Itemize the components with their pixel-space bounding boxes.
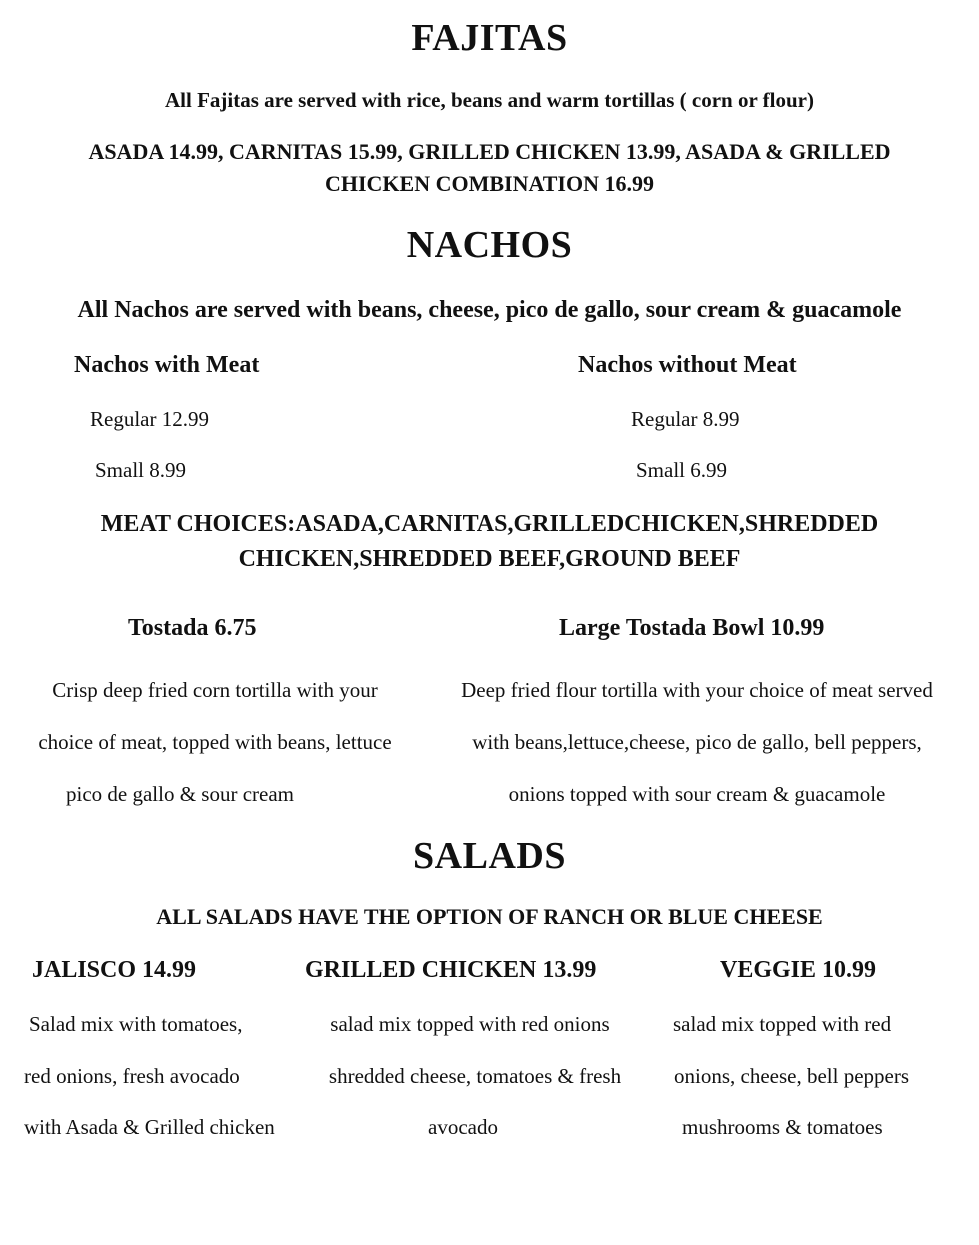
salads-title: SALADS (413, 835, 566, 877)
tostada-desc-line: choice of meat, topped with beans, lettuce (38, 730, 392, 754)
tostada-bowl-desc-line: with beans,lettuce,cheese, pico de gallo, bell peppers, (472, 730, 922, 754)
salad-desc-line: mushrooms & tomatoes (682, 1115, 883, 1139)
tostada-bowl-desc-line: Deep fried flour tortilla with your choice of meat served (461, 678, 933, 702)
nachos-note: All Nachos are served with beans, cheese, pico de gallo, sour cream & guacamole (77, 297, 902, 323)
salad-heading-grilled-chicken: GRILLED CHICKEN 13.99 (305, 957, 597, 983)
salad-desc-line: with Asada & Grilled chicken (24, 1115, 275, 1139)
nachos-title: NACHOS (406, 224, 573, 266)
salad-heading-veggie: VEGGIE 10.99 (720, 957, 877, 983)
meat-choices-line2: CHICKEN,SHREDDED BEEF,GROUND BEEF (238, 546, 741, 572)
salad-desc-line: salad mix topped with red (673, 1012, 892, 1036)
nachos-without-meat-small: Small 6.99 (636, 458, 728, 482)
fajitas-title: FAJITAS (411, 17, 568, 59)
meat-choices-line1: MEAT CHOICES:ASADA,CARNITAS,GRILLEDCHICKEN,SHREDDED (100, 511, 879, 537)
salad-desc-line: Salad mix with tomatoes, (29, 1012, 243, 1036)
tostada-desc-line: pico de gallo & sour cream (65, 782, 294, 806)
salad-desc-line: shredded cheese, tomatoes & fresh (328, 1064, 622, 1088)
salad-desc-line: avocado (428, 1115, 498, 1139)
salad-desc-line: salad mix topped with red onions (330, 1012, 610, 1036)
fajitas-prices-line1: ASADA 14.99, CARNITAS 15.99, GRILLED CHICKEN 13.99, ASADA & GRILLED (88, 139, 891, 164)
fajitas-note: All Fajitas are served with rice, beans and warm tortillas ( corn or flour) (165, 88, 814, 112)
tostada-desc-line: Crisp deep fried corn tortilla with your (52, 678, 378, 702)
salad-desc-line: red onions, fresh avocado (24, 1064, 240, 1088)
nachos-without-meat-heading: Nachos without Meat (578, 352, 797, 378)
nachos-with-meat-regular: Regular 12.99 (90, 407, 209, 431)
fajitas-prices-line2: CHICKEN COMBINATION 16.99 (324, 171, 654, 196)
salad-heading-jalisco: JALISCO 14.99 (32, 957, 197, 983)
salad-desc-line: onions, cheese, bell peppers (674, 1064, 910, 1088)
tostada-bowl-heading: Large Tostada Bowl 10.99 (559, 615, 825, 641)
nachos-with-meat-heading: Nachos with Meat (74, 352, 260, 378)
tostada-bowl-desc-line: onions topped with sour cream & guacamole (508, 782, 886, 806)
tostada-heading: Tostada 6.75 (128, 615, 257, 641)
nachos-without-meat-regular: Regular 8.99 (631, 407, 740, 431)
nachos-with-meat-small: Small 8.99 (95, 458, 187, 482)
salads-note: ALL SALADS HAVE THE OPTION OF RANCH OR BLUE CHEESE (156, 904, 823, 929)
